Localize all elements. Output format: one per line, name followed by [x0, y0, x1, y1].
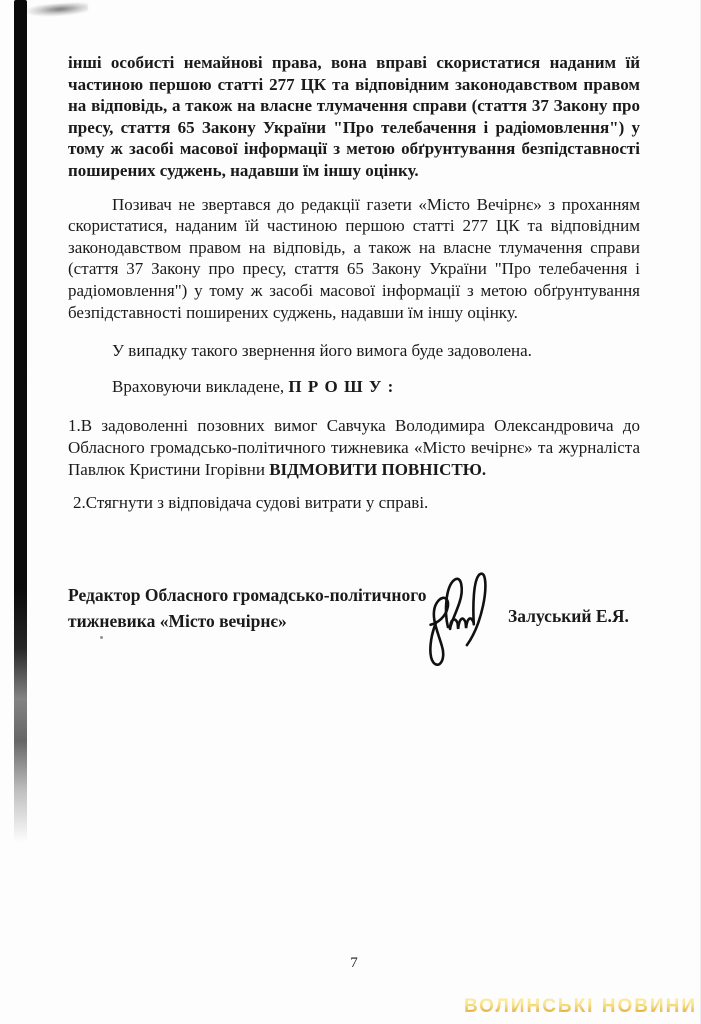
scan-smudge-artifact — [26, 2, 89, 18]
volynski-novyny-watermark: ВОЛИНСЬКІ НОВИНИ — [463, 996, 697, 1017]
signer-name: Залуський Е.Я. — [508, 606, 629, 626]
request-intro-text: Враховуючи викладене, — [112, 376, 289, 396]
scanner-edge-artifact — [14, 0, 27, 842]
claim-item-1-verdict: ВІДМОВИТИ ПОВНІСТЮ. — [269, 459, 487, 479]
page-number: 7 — [350, 955, 358, 971]
handwritten-signature-icon — [411, 562, 503, 674]
scan-speck-artifact — [100, 636, 103, 639]
signer-title-line2: тижневика «Місто вечірнє» — [68, 611, 287, 631]
signer-title — [68, 582, 468, 634]
signer-title-line1: Редактор Обласного громадсько-політичного — [68, 585, 427, 605]
plaintiff-paragraph: Позивач не звертався до редакції газети «Місто Вечірнє» з проханням скористатися, наданим їй частиною першою статті 277 ЦК та відповідним законодавством правом на відповідь, а також на власне тлумачення справи (стаття 37 Закону про пресу, стаття 65 Закону України "Про телебачення і радіомовлення") у тому ж засобі масової інформації з метою обґрунтування безпідставності поширених суджень, надавши їм іншу оцінку. — [68, 194, 640, 322]
claim-item-1 — [68, 415, 640, 480]
request-word: П Р О Ш У : — [288, 376, 395, 396]
request-line — [68, 376, 640, 398]
condition-paragraph: У випадку такого звернення його вимога буде задоволена. — [112, 341, 532, 361]
claim-item-2: 2.Стягнути з відповідача судові витрати у справі. — [73, 493, 429, 513]
document-body — [68, 52, 640, 514]
claim-item-1-text: 1.В задоволенні позовних вимог Савчука Володимира Олександровича до Обласного громадсько-політичного тижневика «Місто вечірнє» та журналіста Павлюк Кристини Ігорівни — [68, 416, 640, 479]
continuation-paragraph: інші особисті немайнові права, вона вправі скористатися наданим їй частиною першою статті 277 ЦК та відповідним законодавством правом на відповідь, а також на власне тлумачення справи (стаття 37 Закону про пресу, стаття 65 Закону України "Про телебачення і радіомовлення") у тому ж засобі масової інформації з метою обґрунтування безпідставності поширених суджень, надавши їм іншу оцінку. — [68, 53, 640, 180]
